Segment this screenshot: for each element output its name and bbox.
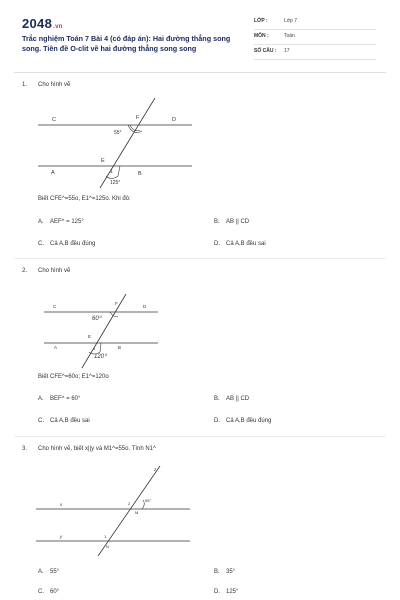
q3-angle: 55° [145, 498, 152, 503]
q3-label-one: 1 [104, 534, 107, 539]
q2-info: Biết CFE^=60o; E1^=120o [38, 374, 109, 380]
q1-angle-bottom: 125° [110, 180, 121, 186]
meta-class-key: LỚP : [254, 18, 268, 24]
q3-option-d[interactable]: D. 125° [214, 589, 239, 595]
q2-angle-top: 60⁰ [92, 316, 102, 322]
q1-option-d[interactable]: D. Cả A,B đều sai [214, 241, 266, 247]
meta-subject-key: MÔN : [254, 33, 269, 39]
q1-angle-top: 55° [114, 130, 122, 136]
q1-info: Biết CFE^=55o, E1^=125o. Khi đó: [38, 196, 131, 202]
q2-option-b[interactable]: B. AB || CD [214, 396, 250, 402]
logo-suffix: .vn [53, 24, 63, 30]
q3-label-y: y [60, 534, 63, 539]
q2-prompt: Cho hình vẽ [38, 268, 71, 274]
meta-subject-value: Toán [284, 33, 295, 39]
q2-label-e: E [88, 334, 92, 339]
q2-option-c[interactable]: C. Cả A,B đều sai [38, 418, 90, 424]
q3-option-b[interactable]: B. 35° [214, 569, 236, 575]
q1-option-b[interactable]: B. AB || CD [214, 219, 250, 225]
q3-prompt: Cho hình vẽ, biết x||y và M1^=55o. Tính N1^ [38, 446, 156, 452]
q1-label-c: C [52, 117, 56, 123]
q3-option-c[interactable]: C. 60° [38, 589, 60, 595]
q3-number: 3. [22, 446, 28, 452]
q2-option-d[interactable]: D. Cả A,B đều đúng [214, 418, 272, 424]
q1-option-c[interactable]: C. Cả A,B đều đúng [38, 241, 96, 247]
q2-label-d: D [143, 304, 147, 309]
q1-label-d: D [172, 117, 176, 123]
q3-label-two: 2 [128, 501, 131, 506]
q1-label-b: B [138, 171, 142, 177]
q3-label-n: N [106, 544, 109, 549]
q1-option-a[interactable]: A. AEF^ = 125° [38, 219, 84, 225]
page-title: Trắc nghiệm Toán 7 Bài 4 (có đáp án): Hai đường thẳng song song. Tiên đề O-clit về hai đường thẳng song song [22, 34, 231, 53]
q2-number: 2. [22, 268, 28, 274]
q3-label-z: z [154, 467, 157, 472]
meta-class-value: Lớp 7 [284, 18, 298, 24]
q2-label-b: B [118, 345, 122, 350]
q1-label-one: 1 [110, 169, 113, 175]
q1-prompt: Cho hình vẽ [38, 82, 71, 88]
q1-label-e: E [101, 158, 105, 164]
q2-label-one: 1 [93, 346, 96, 351]
meta-count-key: SỐ CÂU : [254, 48, 277, 54]
logo-text: 2048 [22, 16, 53, 31]
q1-number: 1. [22, 82, 28, 88]
q2-label-a: A [54, 345, 58, 350]
meta-count-value: 17 [284, 48, 290, 54]
q2-label-f: F [115, 301, 118, 306]
q1-label-a: A [51, 170, 55, 176]
q3-label-m: M [135, 510, 139, 515]
q3-option-a[interactable]: A. 55° [38, 569, 60, 575]
q2-label-c: C [53, 304, 57, 309]
q2-angle-bottom: 120⁰ [94, 354, 107, 360]
q3-label-x: x [60, 502, 63, 507]
q1-label-f: F [136, 115, 140, 121]
q2-option-a[interactable]: A. BEF^ = 60° [38, 396, 81, 402]
